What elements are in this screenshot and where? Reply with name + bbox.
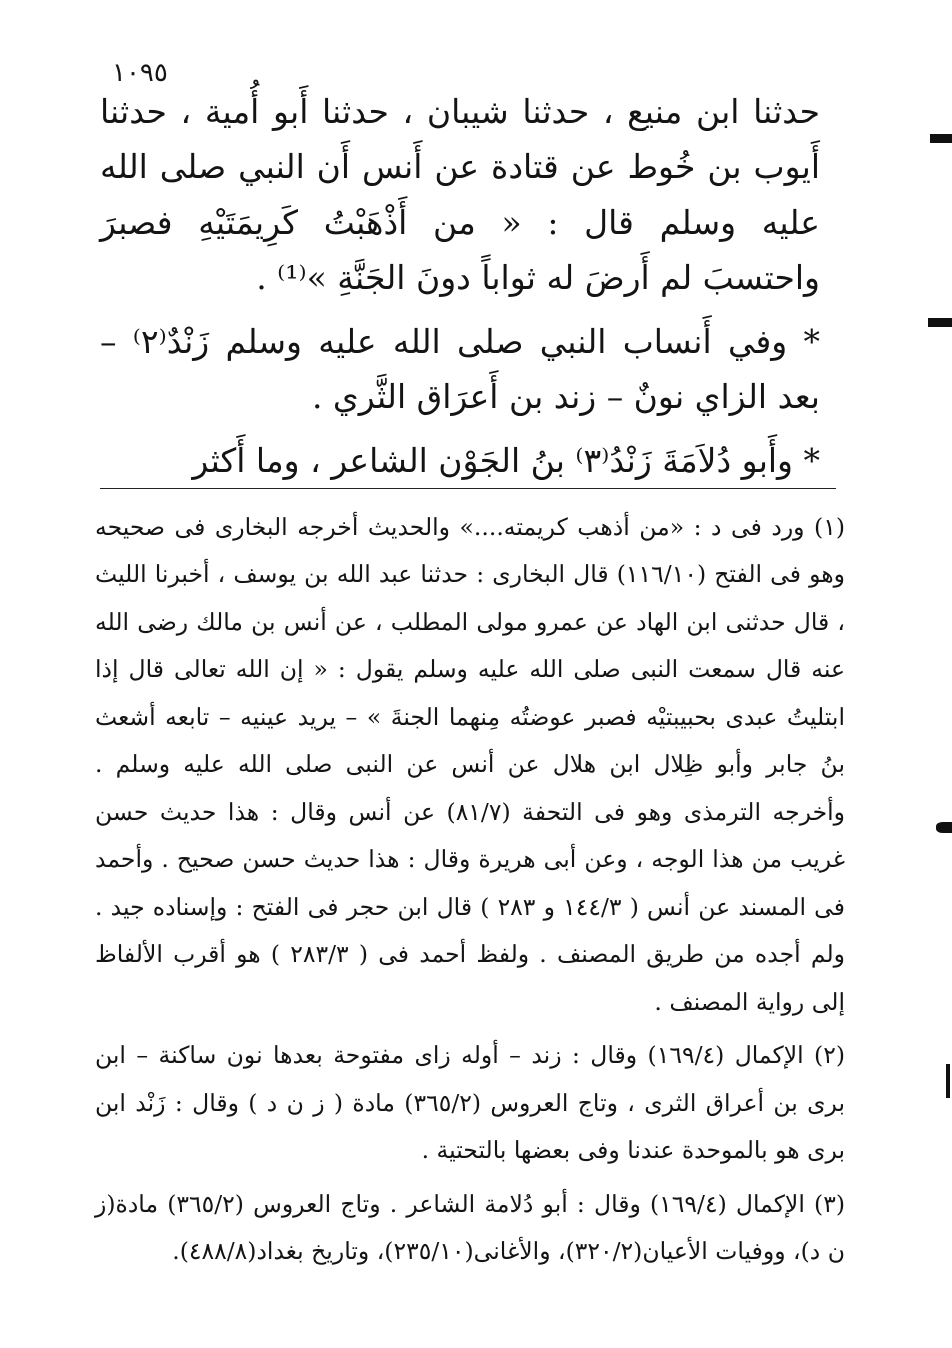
margin-ink-mark (930, 134, 952, 143)
margin-ink-mark (928, 318, 952, 327)
page-number: ١٠٩٥ (112, 58, 168, 88)
footnote-2: (٢) الإكمال (١٦٩/٤) وقال : زند – أوله زاى مفتوحة بعدها نون ساكنة – ابن برى بن أعراق الثرى ، وتاج العروس (٣٦٥/٢) مادة ( ز ن د ) وقال : زَنْد ابن برى هو بالموحدة عندنا وفى بعضها بالتحتية . (95, 1041, 846, 1165)
footnote-separator (100, 488, 836, 489)
footnotes (95, 504, 845, 1282)
main-text (100, 84, 820, 496)
main-paragraph-abu-dulama: * وأَبو دُلاَمَةَ زَنْدُ⁽٣⁾ بنُ الجَوْن الشاعر ، وما أَكثر (192, 440, 820, 480)
main-paragraph-hadith: حدثنا ابن منيع ، حدثنا شيبان ، حدثنا أَبو أُمية ، حدثنا أَيوب بن خُوط عن قتادة عن أَنس أَن النبي صلى الله عليه وسلم قال : « من أَذْهَبْتُ كَرِيمَتَيْهِ فصبرَ واحتسبَ لم أَرضَ له ثواباً دونَ الجَنَّةِ »⁽¹⁾ . (100, 92, 820, 298)
margin-ink-mark (946, 1064, 950, 1098)
main-paragraph-zand-ansab: * وفي أَنساب النبي صلى الله عليه وسلم زَنْدٌ⁽٢⁾ – بعد الزاي نونٌ – زند بن أَعرَاق الثَّري . (100, 321, 820, 417)
footnote-3: (٣) الإكمال (١٦٩/٤) وقال : أبو دُلامة الشاعر . وتاج العروس (٣٦٥/٢) مادة(ز ن د)، ووفيات الأعيان(٣٢٠/٢)، والأغانى(٢٣٥/١٠)، وتاريخ بغداد(٤٨٨/٨). (95, 1189, 845, 1266)
footnote-1: (١) ورد فى د : «من أذهب كريمته....» والحديث أخرجه البخارى فى صحيحه وهو فى الفتح (١١٦/١٠) قال البخارى : حدثنا عبد الله بن يوسف ، أخبرنا الليث ، قال حدثنى ابن الهاد عن عمرو مولى المطلب ، عن أنس بن مالك رضى الله عنه قال سمعت النبى صلى الله عليه وسلم يقول : « إن الله تعالى قال إذا ابتليتُ عبدى بحبيبتيْه فصبر عوضتُه مِنهما الجنةَ » – يريد عينيه – تابعه أشعث بنُ جابر وأبو ظِلال ابن هلال عن أنس عن النبى صلى الله عليه وسلم . وأخرجه الترمذى وهو فى التحفة (٨١/٧) عن أنس وقال : هذا حديث حسن غريب من هذا الوجه ، وعن أبى هريرة وقال : هذا حديث حسن صحيح . وأحمد فى المسند عن أنس ( ١٤٤/٣ و ٢٨٣ ) قال ابن حجر فى الفتح : وإسناده جيد . ولم أجده من طريق المصنف . ولفظ أحمد فى ( ٢٨٣/٣ ) هو أقرب الألفاظ إلى رواية المصنف . (95, 513, 846, 1016)
margin-ink-mark (936, 822, 952, 833)
